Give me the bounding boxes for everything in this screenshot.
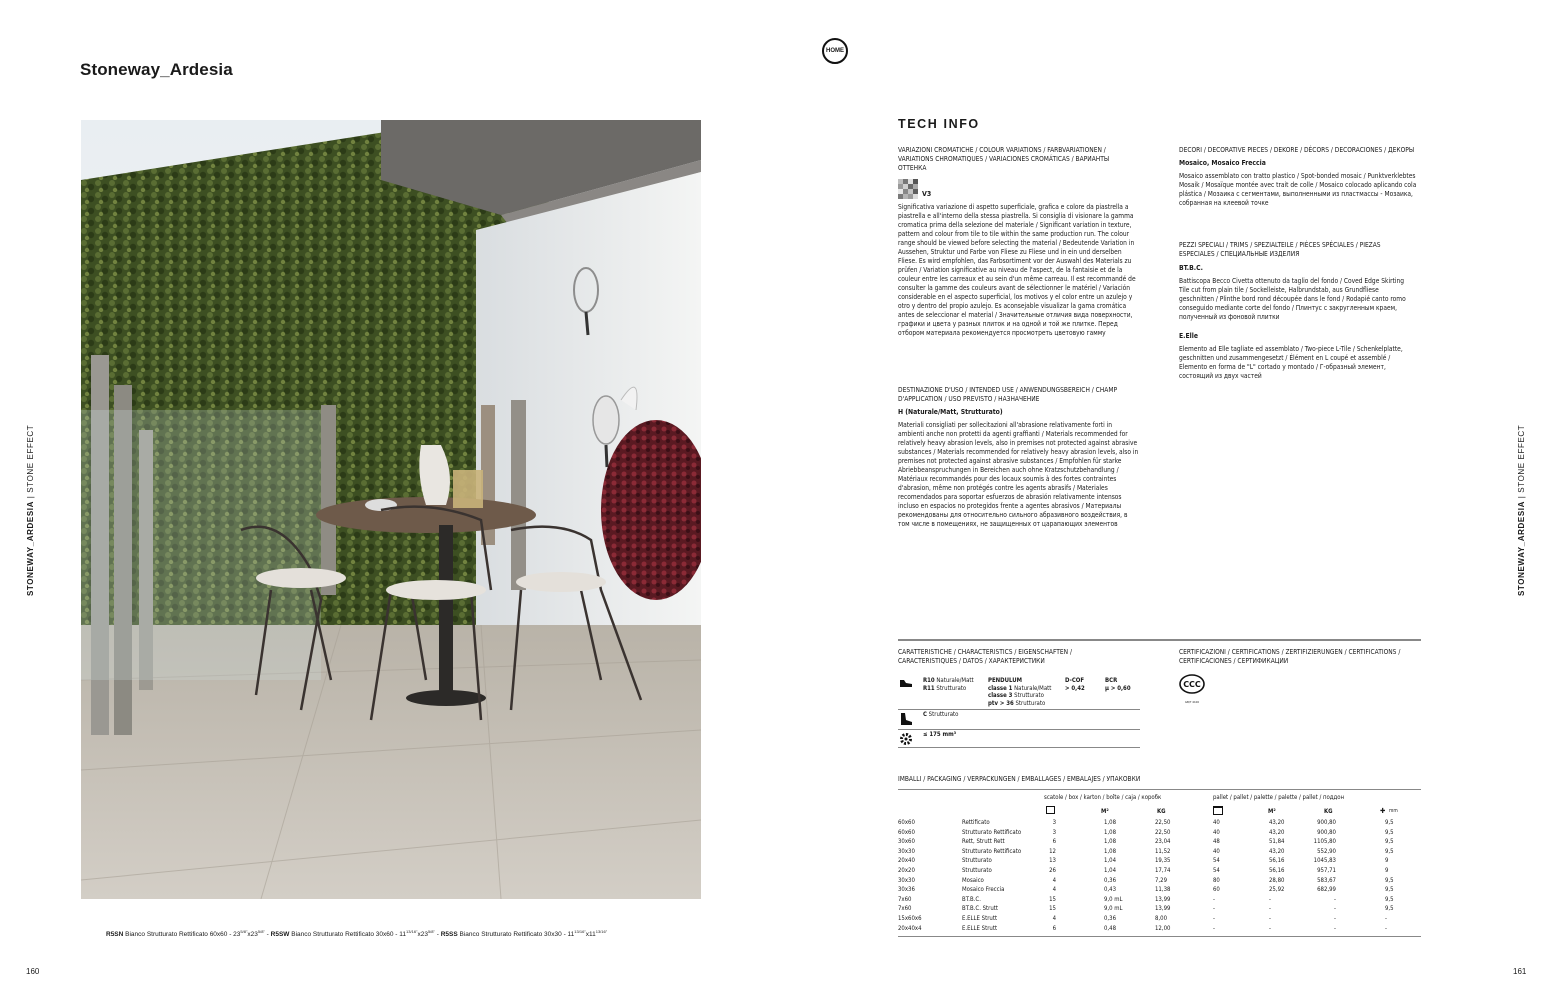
page-number-left: 160 (26, 967, 40, 976)
home-button[interactable]: HOME (822, 38, 848, 64)
packaging-label: IMBALLI / PACKAGING / VERPACKUNGEN / EMBALLAGES / EMBALAJES / УПАКОВКИ (898, 775, 1141, 783)
table-row (898, 877, 1421, 887)
cell-finish: Rettificato (962, 819, 990, 826)
caption-fraction: 13/16" (595, 929, 608, 934)
cell-kg-per-pallet: 583,67 (1317, 876, 1336, 884)
cell-kg-per-box: 19,35 (1155, 857, 1171, 865)
caption-separator: - (434, 931, 441, 939)
colour-variations-text: Significativa variazione di aspetto superficiale, grafica e colore da piastrella a piastrella e all'interno della stessa piastrella. Si consiglia di visionare la gamma cromatica prima della selezione del materiale / Significant variation in texture, pattern and colour from tile to tile within the same production run. The colour range should be viewed before selecting the material / Bedeutende Variation in Aussehen, Struktur und Farbe von Fliese zu Fliese und in ein und derselben Fliese. Es wird empfohlen, das Farbsortiment vor der Auswahl des Materials zu prüfen / Variation significative au niveau de l'aspect, de la fantaisie et de la couleur entre les carreaux et au sein d'un même carreau. Il est recommandé de consulter la gamme des couleurs avant de sélectionner le matériel / Variación considerable en el aspecto superficial, los motivos y el color entre un azulejo y otro y dentro del propio azulejo. Es aconsejable visualizar la gama cromática antes de seleccionar el material / Значительные отличия вида поверхности, графики и цвета у разных плиток и на одной и той же плитке. Перед отбором материала рекомендуется просмотреть цветовую гамму (898, 203, 1136, 337)
section-divider (898, 639, 1421, 641)
cell-kg-per-box: 11,38 (1155, 886, 1171, 894)
r11-desc: Strutturato (934, 684, 967, 692)
caption-fraction: 13/16" (406, 929, 418, 934)
cell-finish: BT.B.C. (962, 895, 981, 903)
side-label-bold: STONEWAY_ARDESIA (1517, 501, 1526, 596)
caption-x: x23 (417, 931, 428, 939)
trim-bt-text: Battiscopa Becco Civetta ottenuto da taglio del fondo / Coved Edge Skirting Tile cut from plain tile / Sockelleiste, Halbrundstab, aus Grundfliese geschnitten / Plinthe bord rond découpée dans le fond / Rodapié canto romo conseguido mediante corte del fondo / Плинтус с закругленным краем, полученный из фоновой плитки (1179, 277, 1406, 321)
cell-kg-per-pallet: - (1334, 915, 1336, 922)
cell-pcs-per-box: 15 (1049, 905, 1056, 913)
c-desc: Strutturato (926, 711, 959, 718)
cell-size: 20x40 (898, 857, 915, 865)
cell-pcs-per-box: 12 (1049, 847, 1056, 855)
cell-boxes-per-pallet: 40 (1213, 828, 1220, 836)
caption-fraction: 13/16" (574, 929, 586, 934)
col-kg: KG (1157, 808, 1166, 815)
page-number-right: 161 (1513, 967, 1527, 976)
caption-separator: - (264, 931, 271, 939)
cell-m2-per-pallet: - (1269, 915, 1271, 922)
cell-size: 30x36 (898, 886, 915, 894)
cell-thickness: 9,5 (1385, 828, 1394, 836)
cell-m2-per-box: 1,04 (1104, 867, 1117, 874)
box-icon (1046, 806, 1055, 814)
cell-pcs-per-box: 13 (1049, 857, 1056, 865)
intended-use-class: H (Naturale/Matt, Strutturato) (898, 408, 1003, 416)
cell-size: 7x60 (898, 895, 912, 903)
tech-info-heading: TECH INFO (898, 117, 980, 131)
ccc-certification (1178, 674, 1206, 704)
abrasion-value: ≤ 175 mm³ (923, 731, 957, 738)
box-header: scatole / box / karton / boîte / caja / коробк (1044, 794, 1162, 801)
cell-m2-per-box: 1,08 (1104, 828, 1117, 836)
cell-size: 20x20 (898, 867, 915, 874)
cell-boxes-per-pallet: 40 (1213, 847, 1220, 855)
cell-boxes-per-pallet: 60 (1213, 886, 1220, 894)
caption-fraction: 5/8" (257, 929, 265, 934)
table-row (898, 867, 1421, 877)
packaging-bottom-rule (898, 936, 1421, 937)
packaging-table (898, 792, 1421, 942)
cell-kg-per-pallet: 552,90 (1317, 847, 1336, 855)
trims-label: PEZZI SPECIALI / TRIMS / SPEZIALTEILE / PIÈCES SPÉCIALES / PIEZAS ESPECIALES / СПЕЦИАЛЬНЫЕ ИЗДЕЛИЯ (1179, 241, 1381, 258)
r11-value: R11 (923, 684, 935, 692)
cell-finish: Strutturato Rettificato (962, 847, 1022, 855)
cell-kg-per-box: 17,74 (1155, 867, 1171, 874)
cell-boxes-per-pallet: 40 (1213, 819, 1220, 826)
cell-size: 15x60x6 (898, 915, 922, 922)
dcof-values (1065, 677, 1085, 692)
cell-finish: Strutturato (962, 857, 992, 865)
cell-m2-per-box: 0,36 (1104, 915, 1117, 922)
cell-size: 60x60 (898, 819, 915, 826)
cell-thickness: - (1385, 915, 1387, 922)
caption-code-1: R5SN (106, 931, 124, 939)
decors-label: DECORI / DECORATIVE PIECES / DEKORE / DÉCORS / DECORACIONES / ДЕКОРЫ (1179, 146, 1415, 154)
cell-size: 30x60 (898, 838, 915, 846)
cell-kg-per-pallet: 900,80 (1317, 819, 1336, 826)
classe3-value: classe 3 (988, 692, 1013, 699)
cell-kg-per-box: 13,99 (1155, 895, 1171, 903)
cell-thickness: 9 (1385, 867, 1389, 874)
cell-pcs-per-box: 6 (1052, 924, 1056, 932)
cell-finish: E.ELLE Strutt (962, 924, 998, 932)
cell-m2-per-pallet: 28,80 (1269, 876, 1285, 884)
decors-name: Mosaico, Mosaico Freccia (1179, 159, 1266, 167)
bcr-label: BCR (1105, 677, 1118, 684)
thickness-icon: ✚ (1380, 807, 1386, 815)
caption-text-3: Bianco Strutturato Rettificato 30x30 - 11 (457, 931, 575, 939)
cell-finish: Rett, Strutt Rett (962, 838, 1005, 846)
cell-finish: BT.B.C. Strutt (962, 905, 999, 913)
cell-m2-per-box: 9,0 mL (1104, 895, 1123, 903)
trim-bt-name: BT.B.C. (1179, 264, 1203, 272)
certifications-label: CERTIFICAZIONI / CERTIFICATIONS / ZERTIFIZIERUNGEN / CERTIFICATIONS / CERTIFICACIONES / СЕРТИФИКАЦИИ (1179, 648, 1401, 665)
cell-thickness: 9,5 (1385, 819, 1394, 826)
classe1-value: classe 1 (988, 684, 1013, 692)
side-label-bold: STONEWAY_ARDESIA (26, 501, 35, 596)
cell-kg-per-box: 12,00 (1155, 924, 1171, 932)
table-row (898, 896, 1421, 906)
abrasion-row (898, 731, 1140, 748)
caption-fraction: 5/8" (427, 929, 435, 934)
c-value: C (923, 711, 927, 718)
cell-m2-per-pallet: 43,20 (1269, 847, 1285, 855)
cell-thickness: 9,5 (1385, 876, 1394, 884)
caption-code-3: R5SS (440, 931, 458, 939)
cell-kg-per-box: 7,29 (1155, 876, 1168, 884)
characteristics-label: CARATTERISTICHE / CHARACTERISTICS / EIGENSCHAFTEN / CARACTERISTIQUES / DATOS / ХАРАКТЕРИСТИКИ (898, 648, 1072, 665)
cell-size: 20x40x4 (898, 924, 922, 932)
cell-thickness: 9 (1385, 857, 1389, 865)
ptv-desc: Strutturato (1013, 699, 1046, 707)
trims-section (1179, 241, 1414, 381)
cell-m2-per-box: 0,36 (1104, 876, 1117, 884)
cell-finish: Strutturato Rettificato (962, 828, 1022, 836)
cell-thickness: 9,5 (1385, 905, 1394, 913)
gear-icon (899, 732, 913, 746)
cell-boxes-per-pallet: - (1213, 915, 1215, 922)
table-row (898, 905, 1421, 915)
trim-elle-text: Elemento ad Elle tagliate ed assemblato / Two-piece L-Tile / Schenkelplatte, geschnitten und zusammengesetzt / Élément en L coupé et assemblé / Elemento en forma de "L" cortado y montado / Г-образный элемент, состоящий из двух частей (1179, 345, 1403, 380)
cell-kg-per-box: 8,00 (1155, 915, 1168, 922)
caption-text-2: Bianco Strutturato Rettificato 30x60 - 11 (289, 931, 407, 939)
bcr-value: μ > 0,60 (1105, 684, 1131, 692)
cell-m2-per-pallet: - (1269, 905, 1271, 913)
photo-caption (106, 929, 607, 938)
table-row (898, 925, 1421, 935)
cell-m2-per-box: 1,08 (1104, 847, 1117, 855)
r10-desc: Naturale/Matt (934, 677, 974, 684)
foot-icon (899, 712, 913, 726)
caption-x: x23 (247, 931, 258, 939)
cell-boxes-per-pallet: 54 (1213, 867, 1220, 874)
cell-kg-per-pallet: 1105,80 (1313, 838, 1336, 846)
cell-m2-per-box: 0,48 (1104, 924, 1117, 932)
decors-section (1179, 146, 1424, 208)
dcof-label: D-COF (1065, 677, 1085, 684)
table-row (898, 915, 1421, 925)
side-label-left (26, 425, 35, 596)
cell-m2-per-pallet: - (1269, 924, 1271, 932)
r-values (923, 677, 974, 692)
cell-boxes-per-pallet: 48 (1213, 838, 1220, 846)
cell-thickness: 9,5 (1385, 838, 1394, 846)
cell-m2-per-pallet: 43,20 (1269, 819, 1285, 826)
side-label-rest: | STONE EFFECT (1517, 424, 1526, 502)
variation-code: V3 (922, 190, 932, 198)
bcr-values (1105, 677, 1131, 692)
cell-m2-per-pallet: - (1269, 895, 1271, 903)
col-m2: M² (1101, 808, 1109, 815)
cell-pcs-per-box: 3 (1052, 819, 1056, 826)
cell-m2-per-box: 1,08 (1104, 819, 1117, 826)
table-row (898, 819, 1421, 829)
cell-boxes-per-pallet: - (1213, 905, 1215, 913)
intended-use-label: DESTINAZIONE D'USO / INTENDED USE / ANWENDUNGSBEREICH / CHAMP D'APPLICATION / USO PREVISTO / НАЗНАЧЕНИЕ (898, 386, 1118, 403)
side-label-rest: | STONE EFFECT (26, 424, 35, 502)
cell-m2-per-pallet: 43,20 (1269, 828, 1285, 836)
table-row (898, 829, 1421, 839)
cell-kg-per-pallet: 957,71 (1317, 867, 1336, 874)
cell-pcs-per-box: 26 (1049, 867, 1056, 874)
table-row (898, 857, 1421, 867)
col-m2-pallet: M² (1268, 808, 1276, 815)
cell-kg-per-box: 23,04 (1155, 838, 1171, 846)
caption-code-2: R5SW (270, 931, 290, 939)
col-kg-pallet: KG (1324, 808, 1333, 815)
intended-use-text: Materiali consigliati per sollecitazioni all'abrasione relativamente forti in ambienti anche non protetti da agenti graffianti / Materials recommended for relatively heavy abrasion levels, also in premises not protected against abrasive substances / Materials recommended for relatively heavy abrasion levels, also in premises not protected against abrasive substances / Empfohlen für starke Abriebbeanspruchungen in Bereichen auch ohne Kratzschutzbehandlung / Matériaux recommandés pour des locaux soumis à des fortes contraintes d'abrasion, même non protégés contre les agents abrasifs / Materiales recomendados para soportar esfuerzos de abrasión relativamente intensos incluso en espacios no protegidos frente a agentes abrasivos / Материалы рекомендованы для относительно сильного абразивного воздействия, в том числе в помещениях, не защищенных от царапающих элементов (898, 421, 1139, 528)
trim-elle-name: E.Elle (1179, 332, 1199, 340)
cell-m2-per-box: 1,08 (1104, 838, 1117, 846)
cell-m2-per-pallet: 25,92 (1269, 886, 1285, 894)
cell-kg-per-pallet: - (1334, 905, 1336, 913)
cell-pcs-per-box: 4 (1052, 915, 1056, 922)
variation-swatch-icon (898, 179, 918, 199)
cell-m2-per-pallet: 56,16 (1269, 867, 1285, 874)
cell-thickness: - (1385, 924, 1387, 932)
cell-size: 7x60 (898, 905, 912, 913)
caption-text-1: Bianco Strutturato Rettificato 60x60 - 23 (123, 931, 241, 939)
page-title: Stoneway_Ardesia (80, 60, 233, 79)
ptv-value: ptv > 36 (988, 699, 1014, 707)
table-row (898, 838, 1421, 848)
barefoot-row (898, 711, 1140, 730)
cell-kg-per-box: 22,50 (1155, 819, 1171, 826)
cell-pcs-per-box: 15 (1049, 895, 1056, 903)
cell-m2-per-box: 1,04 (1104, 857, 1117, 865)
pendulum-label: PENDULUM (988, 677, 1023, 684)
cell-pcs-per-box: 4 (1052, 886, 1056, 894)
slip-resistance-row (898, 677, 1140, 710)
cell-finish: Mosaico Freccia (962, 886, 1005, 894)
r10-value: R10 (923, 677, 935, 684)
cell-thickness: 9,5 (1385, 895, 1394, 903)
side-label-right (1517, 425, 1526, 596)
cell-pcs-per-box: 4 (1052, 876, 1056, 884)
ccc-logo-text: CCC (1183, 680, 1201, 689)
cell-finish: Strutturato (962, 867, 992, 874)
cell-kg-per-box: 22,50 (1155, 828, 1171, 836)
cell-boxes-per-pallet: - (1213, 924, 1215, 932)
cell-finish: E.ELLE Strutt (962, 915, 998, 922)
terrace-scene-image (81, 120, 701, 899)
cell-thickness: 9,5 (1385, 847, 1394, 855)
classe3-desc: Strutturato (1012, 692, 1044, 699)
col-mm: mm (1389, 808, 1398, 814)
decors-text: Mosaico assemblato con tratto plastico / Spot-bonded mosaic / Punktverklebtes Mosaik / Mosaïque montée avec trait de colle / Mosaico colocado aplicando cola plástica / Мозаика с сегментами, выполненными из пластмассы - Мозаика, собранная на клеевой точке (1179, 172, 1417, 207)
table-row (898, 886, 1421, 896)
cell-kg-per-pallet: - (1334, 924, 1336, 932)
table-row (898, 848, 1421, 858)
colour-variations-section (898, 146, 1138, 338)
cell-kg-per-box: 11,52 (1155, 847, 1171, 855)
cell-kg-per-pallet: - (1334, 895, 1336, 903)
packaging-divider (898, 789, 1421, 790)
cell-finish: Mosaico (962, 876, 984, 884)
intended-use-section (898, 386, 1140, 529)
cell-size: 60x60 (898, 828, 915, 836)
cell-pcs-per-box: 3 (1052, 828, 1056, 836)
cell-m2-per-box: 9,0 mL (1104, 905, 1123, 913)
cell-boxes-per-pallet: - (1213, 895, 1215, 903)
product-photo (81, 120, 701, 899)
pallet-header: pallet / pallet / palette / palette / pallet / поддон (1213, 794, 1345, 801)
caption-fraction: 5/8" (240, 929, 248, 934)
cell-size: 30x30 (898, 847, 915, 855)
cell-thickness: 9,5 (1385, 886, 1394, 894)
cell-m2-per-box: 0,43 (1104, 886, 1117, 894)
dcof-value: > 0,42 (1065, 684, 1085, 692)
cell-m2-per-pallet: 51,84 (1269, 838, 1285, 846)
ccc-logo-icon (1178, 674, 1206, 696)
shoe-icon (899, 679, 913, 688)
cell-boxes-per-pallet: 80 (1213, 876, 1220, 884)
cell-pcs-per-box: 6 (1052, 838, 1056, 846)
cell-kg-per-pallet: 682,99 (1317, 886, 1336, 894)
cell-kg-per-box: 13,99 (1155, 905, 1171, 913)
cell-m2-per-pallet: 56,16 (1269, 857, 1285, 865)
cell-kg-per-pallet: 1045,83 (1313, 857, 1336, 865)
caption-x: x11 (585, 931, 596, 939)
cell-kg-per-pallet: 900,80 (1317, 828, 1336, 836)
cell-size: 30x30 (898, 876, 915, 884)
colour-variations-label: VARIAZIONI CROMATICHE / COLOUR VARIATIONS / FARBVARIATIONEN / VARIATIONS CHROMATIQUES / VARIACIONES CROMÁTICAS / ВАРИАНТЫ ОТТЕНКА (898, 146, 1110, 172)
pallet-icon (1213, 806, 1223, 815)
cell-boxes-per-pallet: 54 (1213, 857, 1220, 865)
ccc-logo-sub: GB/T 4100 (1184, 700, 1200, 704)
pendulum-values (988, 677, 1051, 707)
classe1-desc: Naturale/Matt (1012, 684, 1052, 692)
